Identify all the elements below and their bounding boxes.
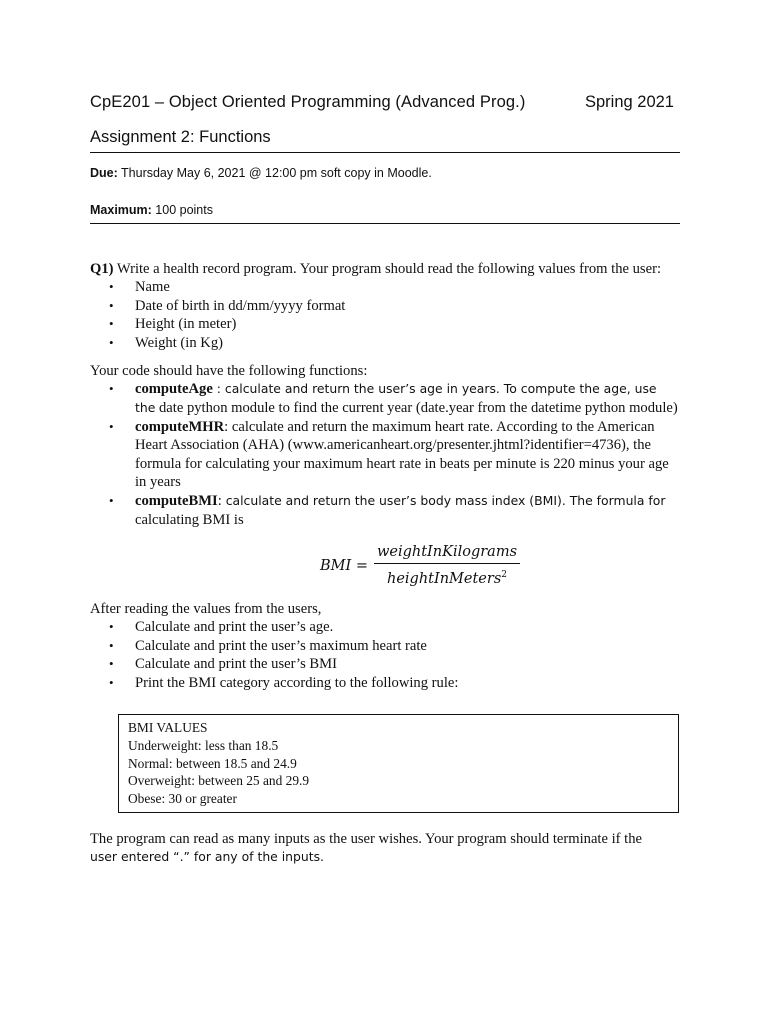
- closing-line-1: The program can read as many inputs as the user wishes. Your program should terminate if the: [90, 831, 642, 848]
- bmi-row: Normal: between 18.5 and 24.9: [128, 755, 297, 771]
- question-number: Q1): [90, 261, 114, 277]
- formula-lhs: BMI =: [319, 557, 368, 574]
- header-divider: [90, 152, 680, 153]
- function-item-compute-age: [135, 380, 680, 417]
- list-item: • Calculate and print the user’s maximum heart rate: [135, 637, 680, 656]
- closing-line-2: user entered “.” for any of the inputs.: [90, 849, 325, 865]
- question-intro: [90, 260, 680, 278]
- function-separator: :: [217, 492, 222, 509]
- maximum-value: 100 points: [151, 203, 213, 217]
- bmi-values-box: [118, 714, 679, 813]
- list-item: • Print the BMI category according to the following rule:: [135, 674, 680, 693]
- bmi-formula: [160, 543, 680, 588]
- list-item: • Calculate and print the user’s age.: [135, 618, 680, 637]
- input-list: [90, 278, 680, 352]
- question-block: [90, 260, 680, 866]
- steps-list: [90, 618, 680, 692]
- formula-fraction: [374, 543, 520, 588]
- due-label: Due:: [90, 166, 118, 180]
- functions-intro: Your code should have the following functions:: [90, 363, 368, 380]
- after-intro: After reading the values from the users,: [90, 600, 322, 617]
- bmi-row: Overweight: between 25 and 29.9: [128, 773, 310, 789]
- function-text-light: calculate and return the user’s body mass index (BMI). The formula for: [221, 492, 666, 508]
- function-separator: :: [212, 381, 221, 397]
- formula-numerator: weightInKilograms: [374, 543, 520, 564]
- question-intro-text: Write a health record program. Your program should read the following values from the user:: [113, 261, 661, 277]
- function-text: date python module to find the current year (date.year from the datetime python module): [155, 399, 678, 416]
- assignment-title: Assignment 2: Functions: [90, 128, 271, 146]
- meta-divider: [90, 223, 680, 224]
- function-text: calculating BMI is: [135, 511, 244, 528]
- function-name: computeMHR: [135, 418, 225, 435]
- bmi-box-heading: BMI VALUES: [128, 720, 208, 736]
- list-item: • Date of birth in dd/mm/yyyy format: [135, 297, 680, 316]
- maximum-label: Maximum:: [90, 203, 152, 217]
- list-item: • Height (in meter): [135, 315, 680, 334]
- function-name: computeBMI: [135, 492, 218, 509]
- bmi-row: Underweight: less than 18.5: [128, 737, 279, 753]
- list-item: • Name: [135, 278, 680, 297]
- due-line: [90, 166, 432, 180]
- course-title: CpE201 – Object Oriented Programming (Advanced Prog.): [90, 93, 526, 111]
- function-item-compute-mhr: [135, 418, 680, 492]
- function-item-compute-bmi: [135, 492, 680, 529]
- semester-label: Spring 2021: [585, 93, 674, 111]
- formula-exponent: 2: [501, 570, 507, 581]
- bmi-row: Obese: 30 or greater: [128, 790, 237, 806]
- closing-paragraph: [90, 830, 680, 866]
- function-list: [90, 380, 680, 529]
- list-item: • Weight (in Kg): [135, 334, 680, 353]
- function-separator: :: [224, 418, 229, 435]
- function-name: computeAge: [135, 381, 213, 398]
- due-value: Thursday May 6, 2021 @ 12:00 pm soft copy in Moodle.: [117, 166, 432, 180]
- maximum-line: [90, 203, 213, 217]
- formula-denominator-wrap: [384, 564, 510, 588]
- list-item: • Calculate and print the user’s BMI: [135, 655, 680, 674]
- formula-denominator: heightInMeters: [386, 570, 502, 587]
- function-text-light: calculate and return the user’s age in years. To compute the age, use the: [135, 381, 657, 415]
- function-text: calculate and return the maximum heart rate. According to the American Heart Association (AHA) (www.americanheart.org/presenter.jhtml?identifier=4736), the formula for calculating your maximum heart rate in beats per minute is 220 minus your age in years: [135, 418, 669, 491]
